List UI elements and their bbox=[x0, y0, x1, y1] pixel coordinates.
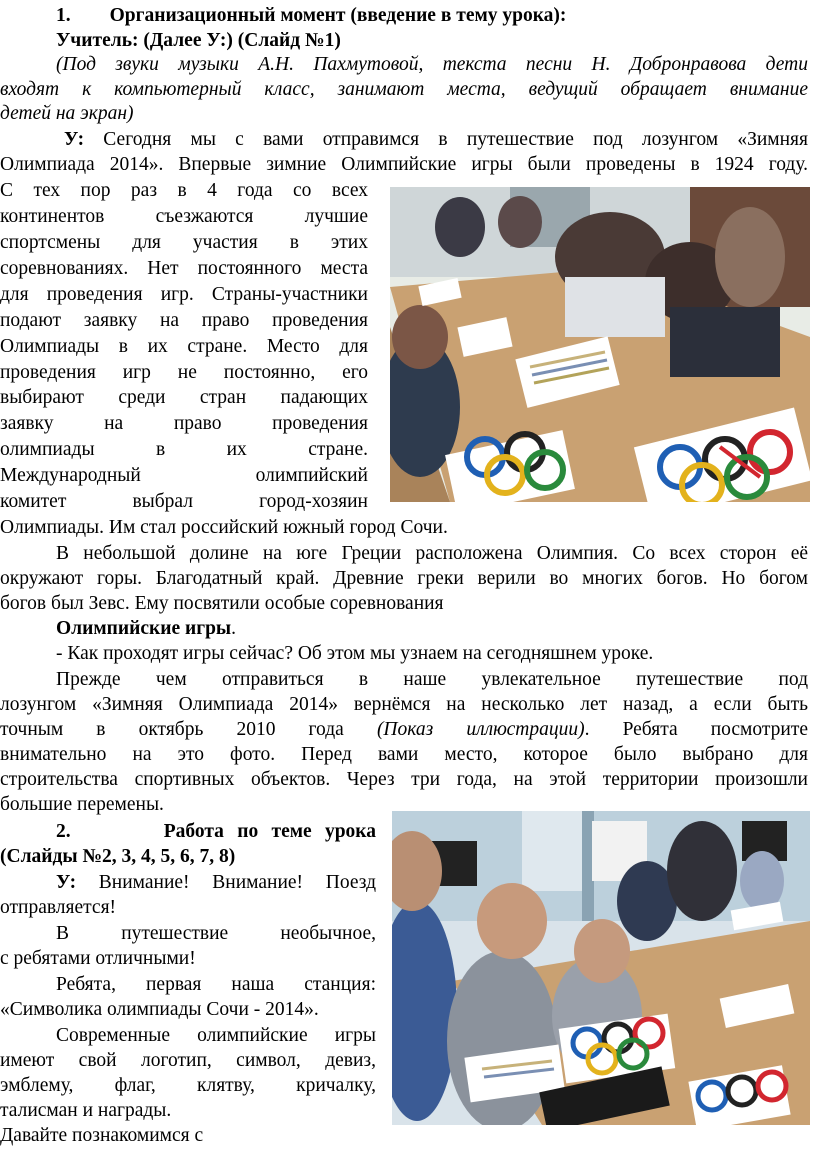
paragraph-line: заявку на право проведения bbox=[0, 413, 368, 434]
paragraph-line: имеют свой логотип, символ, девиз, bbox=[0, 1050, 376, 1071]
section-1-heading: 1. Организационный момент (введение в тему урока): bbox=[56, 5, 567, 26]
travel-text: . Ребята посмотрите bbox=[584, 719, 809, 740]
paragraph-line: комитет выбрал город-хозяин bbox=[0, 491, 368, 512]
paragraph-line: эмблему, флаг, клятву, кричалку, bbox=[0, 1075, 376, 1096]
teacher-heading: Учитель: (Далее У:) (Слайд №1) bbox=[56, 30, 341, 51]
paragraph-line: талисман и награды. bbox=[0, 1100, 172, 1121]
travel-text: точным в октябрь 2010 года bbox=[0, 719, 377, 740]
paragraph-line: Современные олимпийские игры bbox=[56, 1025, 376, 1046]
paragraph-line: выбирают среди стран падающих bbox=[0, 387, 368, 408]
paragraph-line: внимательно на это фото. Перед вами место, которое было выбрано для bbox=[0, 744, 808, 765]
paragraph-line bbox=[0, 718, 808, 742]
stage-direction-line: (Под звуки музыки А.Н. Пахмутовой, текста песни Н. Добронравова дети bbox=[56, 54, 808, 75]
paragraph-line: соревнованиях. Нет постоянного места bbox=[0, 258, 368, 279]
classroom-photo-1 bbox=[390, 187, 810, 502]
station-line: «Символика олимпиады Сочи - 2014». bbox=[0, 999, 319, 1020]
paragraph-line: проведения игр не постоянно, его bbox=[0, 362, 368, 383]
train-text: Внимание! Внимание! Поезд bbox=[76, 872, 376, 893]
paragraph-line: Международный олимпийский bbox=[0, 465, 368, 486]
paragraph-line: В небольшой долине на юге Греции расположена Олимпия. Со всех сторон её bbox=[56, 543, 808, 564]
paragraph-line: подают заявку на право проведения bbox=[0, 310, 368, 331]
station-line: Ребята, первая наша станция: bbox=[56, 974, 376, 995]
paragraph-line: строительства спортивных объектов. Через три года, на этой территории произошли bbox=[0, 769, 808, 790]
train-line: В путешествие необычное, bbox=[56, 923, 376, 944]
paragraph-line: Олимпиады в их стране. Место для bbox=[0, 336, 368, 357]
classroom-photo-2-image bbox=[392, 811, 810, 1125]
train-line: с ребятами отличными! bbox=[0, 948, 196, 969]
speaker-label: У: bbox=[64, 129, 85, 150]
paragraph-line: спортсмены для участия в этих bbox=[0, 232, 368, 253]
stage-direction-line: входят к компьютерный класс, занимают места, ведущий обращает внимание bbox=[0, 79, 808, 100]
paragraph-line: окружают горы. Благодатный край. Древние греки верили во многих богов. Но богом bbox=[0, 568, 808, 589]
paragraph-line: С тех пор раз в 4 года со всех bbox=[0, 180, 368, 201]
paragraph-line: для проведения игр. Страны-участники bbox=[0, 284, 368, 305]
classroom-photo-1-image bbox=[390, 187, 810, 502]
paragraph-line: олимпиады в их стране. bbox=[0, 439, 368, 460]
intro-text: Сегодня мы с вами отправимся в путешествие под лозунгом «Зимняя bbox=[84, 129, 808, 150]
section-2-heading: 2. Работа по теме урока bbox=[56, 821, 376, 842]
paragraph-line: Давайте познакомимся с bbox=[0, 1125, 204, 1146]
stage-direction-line: детей на экран) bbox=[0, 103, 134, 124]
section-2-subheading: (Слайды №2, 3, 4, 5, 6, 7, 8) bbox=[0, 846, 236, 867]
intro-line: Олимпиада 2014». Впервые зимние Олимпийские игры были проведены в 1924 году. bbox=[0, 154, 808, 175]
olympic-games-bold: Олимпийские игры bbox=[56, 618, 232, 639]
paragraph-line: Прежде чем отправиться в наше увлекательное путешествие под bbox=[56, 669, 808, 690]
paragraph-line: лозунгом «Зимняя Олимпиада 2014» вернёмся на несколько лет назад, а если быть bbox=[0, 694, 808, 715]
olympic-games-dot: . bbox=[231, 618, 237, 639]
illustration-note: (Показ иллюстрации) bbox=[376, 719, 585, 740]
paragraph-line: богов был Зевс. Ему посвятили особые соревнования bbox=[0, 593, 444, 614]
paragraph-line: континентов съезжаются лучшие bbox=[0, 206, 368, 227]
paragraph-line bbox=[56, 617, 236, 641]
train-line: отправляется! bbox=[0, 897, 117, 918]
paragraph-line: Олимпиады. Им стал российский южный город Сочи. bbox=[0, 517, 448, 538]
classroom-photo-2 bbox=[392, 811, 810, 1125]
question-line: - Как проходят игры сейчас? Об этом мы узнаем на сегодняшнем уроке. bbox=[56, 643, 654, 664]
intro-line bbox=[64, 128, 808, 152]
paragraph-line: большие перемены. bbox=[0, 794, 164, 815]
speaker-label: У: bbox=[56, 872, 77, 893]
train-line bbox=[56, 871, 376, 895]
